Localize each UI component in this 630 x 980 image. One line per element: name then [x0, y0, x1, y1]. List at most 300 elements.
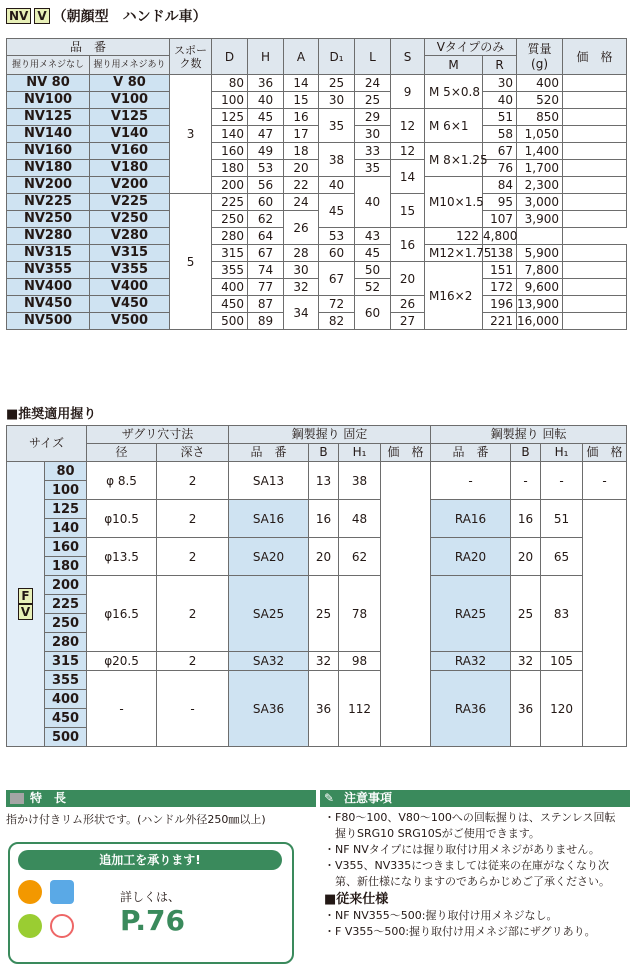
table-row: [7, 194, 627, 211]
cell-D: 225: [212, 194, 248, 211]
cell-D1: 67: [319, 262, 355, 296]
rotate-price-cell: [583, 500, 627, 747]
cell-D1: 45: [319, 194, 355, 228]
nv-name: NV180: [7, 160, 90, 177]
table-row: [7, 462, 627, 481]
square-icon: [50, 880, 74, 904]
cell-mass: 3,000: [517, 194, 563, 211]
cell-h1: 98: [339, 652, 381, 671]
table-row: [7, 109, 627, 126]
cell-mass: 7,800: [517, 262, 563, 279]
cell-R: 67: [483, 143, 517, 160]
spoke-cell: 3: [170, 75, 212, 194]
tap-icon: [18, 914, 42, 938]
cell-fukasa: -: [157, 671, 229, 747]
cell-D1: 53: [319, 228, 355, 245]
cell-h1: 112: [339, 671, 381, 747]
cell-A: 30: [284, 262, 319, 279]
note-line: ・V355、NV335につきましては従来の在庫がなくなり次: [324, 859, 610, 872]
size-cell: 450: [45, 709, 87, 728]
v-name: V250: [90, 211, 170, 228]
cell-L: 52: [355, 279, 391, 296]
cell-H: 47: [248, 126, 284, 143]
h-zaguri: ザグリ穴寸法: [87, 426, 229, 444]
cell-M: M10×1.5: [425, 177, 483, 228]
cell-D: 125: [212, 109, 248, 126]
h-R: R: [483, 56, 517, 75]
cell-rb: 16: [511, 500, 541, 538]
notes-title: 注意事項: [344, 791, 393, 805]
cell-D: 500: [212, 313, 248, 330]
cell-D1: 30: [319, 92, 355, 109]
cell-R: 172: [483, 279, 517, 296]
cell-price: [563, 177, 627, 194]
cell-M: M16×2: [425, 262, 483, 330]
cell-D: 355: [212, 262, 248, 279]
cell-R: 30: [483, 75, 517, 92]
cell-R: 76: [483, 160, 517, 177]
cell-mass: 4,800: [483, 229, 518, 243]
cell-price: [563, 313, 627, 330]
h-M: M: [425, 56, 483, 75]
size-cell: 250: [45, 614, 87, 633]
cell-R: 58: [483, 126, 517, 143]
cell-price: [563, 194, 627, 211]
cell-rh1: 83: [541, 576, 583, 652]
cell-M: M12×1.75: [425, 245, 483, 262]
cell-A: 22: [284, 177, 319, 194]
table-row: [7, 500, 627, 519]
v-name: V140: [90, 126, 170, 143]
cell-M: M 6×1: [425, 109, 483, 143]
table-row: [7, 211, 627, 228]
cell-D: 315: [212, 245, 248, 262]
cell-kei: -: [87, 671, 157, 747]
nv-name: NV200: [7, 177, 90, 194]
cell-ra: RA16: [431, 500, 511, 538]
cell-D: 140: [212, 126, 248, 143]
cell-D: 400: [212, 279, 248, 296]
nv-name: NV280: [7, 228, 90, 245]
h-fixed-price: 価 格: [381, 444, 431, 462]
cell-L: 45: [355, 245, 391, 262]
note-line: ・F80～100、V80～100への回転握りは、ステンレス回転: [324, 811, 616, 824]
cell-A: 16: [284, 109, 319, 126]
cell-L: 30: [355, 126, 391, 143]
cell-h1: 78: [339, 576, 381, 652]
cell-H: 89: [248, 313, 284, 330]
cell-A: 20: [284, 160, 319, 177]
cell-A: 32: [284, 279, 319, 296]
cell-H: 49: [248, 143, 284, 160]
grip-table: [6, 425, 627, 747]
cell-S: 9: [391, 75, 425, 109]
cell-D1: 72: [319, 296, 355, 313]
size-cell: 80: [45, 462, 87, 481]
table-row: [7, 279, 627, 296]
cell-H: 36: [248, 75, 284, 92]
cell-L: 60: [355, 296, 391, 330]
cell-R: 221: [483, 313, 517, 330]
cell-ra: RA36: [431, 671, 511, 747]
table-row: [7, 576, 627, 595]
cell-R: 138: [483, 245, 517, 262]
table-row: [7, 245, 627, 262]
h-mass-label: 質量: [527, 41, 552, 56]
cell-sa: SA16: [229, 500, 309, 538]
cell-D: 100: [212, 92, 248, 109]
h-fixed-H1: H₁: [339, 444, 381, 462]
cell-ra: RA20: [431, 538, 511, 576]
cell-price: [563, 143, 627, 160]
cell-mass: 1,400: [517, 143, 563, 160]
size-cell: 400: [45, 690, 87, 709]
cell-rh1: 51: [541, 500, 583, 538]
note-line: ・F V355～500:握り取付け用メネジ部にザグリあり。: [324, 925, 596, 938]
cell-D: 250: [212, 211, 248, 228]
drill-icon: [18, 880, 42, 904]
cell-rb: 32: [511, 652, 541, 671]
h-mass-unit: (g): [531, 56, 548, 71]
cell-price: [563, 109, 627, 126]
cell-fukasa: 2: [157, 500, 229, 538]
cell-mass: 1,700: [517, 160, 563, 177]
tag-v2: V: [18, 604, 33, 620]
cell-S: 14: [391, 160, 425, 194]
table-row: [7, 538, 627, 557]
cell-R: 196: [483, 296, 517, 313]
h-rotate-hinban: 品 番: [431, 444, 511, 462]
h-hinban: 品 番: [7, 39, 170, 56]
note-line: 第、新仕様になりますのであらかじめご了承ください。: [324, 875, 610, 888]
cell-price: [563, 126, 627, 143]
h-S: S: [391, 39, 425, 75]
page-ref: P.76: [120, 904, 185, 937]
cell-D: 180: [212, 160, 248, 177]
fixed-price-cell: [381, 462, 431, 747]
features-title: 特 長: [30, 791, 67, 805]
cell-sa: SA32: [229, 652, 309, 671]
size-cell: 280: [45, 633, 87, 652]
h-size: サイズ: [7, 426, 87, 462]
cell-b: 25: [309, 576, 339, 652]
cell-L: 29: [355, 109, 391, 126]
cell-H: 67: [248, 245, 284, 262]
cell-h1: 62: [339, 538, 381, 576]
cell-fukasa: 2: [157, 462, 229, 500]
cell-R: 84: [483, 177, 517, 194]
cell-D1: 25: [319, 75, 355, 92]
cell-A: 15: [284, 92, 319, 109]
cell-mass: 13,900: [517, 296, 563, 313]
cell-rh1: -: [541, 462, 583, 500]
cell-ra: -: [431, 462, 511, 500]
pencil-icon: ✎: [324, 791, 335, 805]
features-text: 指かけ付きリム形状です。(ハンドル外径250㎜以上): [6, 813, 266, 826]
cell-mass: 2,300: [517, 177, 563, 194]
cell-fukasa: 2: [157, 538, 229, 576]
size-cell: 100: [45, 481, 87, 500]
table-row: [7, 652, 627, 671]
nv-name: NV 80: [7, 75, 90, 92]
cell-kei: φ10.5: [87, 500, 157, 538]
table-row: [7, 262, 627, 279]
cell-b: 32: [309, 652, 339, 671]
cell-mass: 16,000: [517, 313, 563, 330]
size-cell: 160: [45, 538, 87, 557]
h-fixed-B: B: [309, 444, 339, 462]
note-line: ・NF NV355～500:握り取付け用メネジなし。: [324, 909, 558, 922]
v-name: V 80: [90, 75, 170, 92]
spec-table: [6, 38, 627, 330]
cell-kei: φ20.5: [87, 652, 157, 671]
size-cell: 500: [45, 728, 87, 747]
v-name: V355: [90, 262, 170, 279]
cell-H: 77: [248, 279, 284, 296]
title-text: （朝顔型 ハンドル車）: [52, 9, 207, 25]
cell-rp: -: [583, 462, 627, 500]
notes-band: [320, 790, 630, 807]
cell-rh1: 120: [541, 671, 583, 747]
cell-H: 74: [248, 262, 284, 279]
cell-A: 34: [284, 296, 319, 330]
cell-R: 122: [425, 228, 483, 245]
old-spec-title: ■従来仕様: [324, 892, 389, 907]
cell-H: 56: [248, 177, 284, 194]
cell-ra: RA25: [431, 576, 511, 652]
cell-D: 450: [212, 296, 248, 313]
table-row: [7, 160, 627, 177]
h-rotate-price: 価 格: [583, 444, 627, 462]
cell-D1: 35: [319, 109, 355, 143]
band-mark-icon: [10, 793, 24, 804]
cell-S: 26: [391, 296, 425, 313]
cell-S: 27: [391, 313, 425, 330]
tag-nv: NV: [6, 8, 31, 24]
cell-A: 26: [284, 211, 319, 245]
cell-price: [563, 296, 627, 313]
v-name: V400: [90, 279, 170, 296]
cell-b: 20: [309, 538, 339, 576]
cell-rb: -: [511, 462, 541, 500]
v-name: V500: [90, 313, 170, 330]
h-ari: 握り用メネジあり: [90, 56, 170, 75]
h-spoke: スポーク数: [170, 39, 212, 75]
note-line: 握りSRG10 SRG10Sがご使用できます。: [324, 827, 540, 840]
cell-R: 95: [483, 194, 517, 211]
v-name: V125: [90, 109, 170, 126]
cell-H: 60: [248, 194, 284, 211]
h-A: A: [284, 39, 319, 75]
size-cell: 315: [45, 652, 87, 671]
h-D1: D₁: [319, 39, 355, 75]
h-L: L: [355, 39, 391, 75]
cell-M: M 8×1.25: [425, 143, 483, 177]
fv-cell: [7, 462, 45, 747]
size-cell: 355: [45, 671, 87, 690]
h-vtype: Vタイプのみ: [425, 39, 517, 56]
nv-name: NV250: [7, 211, 90, 228]
grip-section-title: ■推奨適用握り: [6, 407, 97, 422]
h-rotate-H1: H₁: [541, 444, 583, 462]
cell-sa: SA20: [229, 538, 309, 576]
table-row: [7, 177, 627, 194]
ring-icon: [50, 914, 74, 938]
cell-H: 45: [248, 109, 284, 126]
cell-R: 151: [483, 262, 517, 279]
cell-D: 280: [212, 228, 248, 245]
table-row: [7, 92, 627, 109]
cell-A: 18: [284, 143, 319, 160]
nv-name: NV500: [7, 313, 90, 330]
cell-price: [563, 262, 627, 279]
table-row: [7, 126, 627, 143]
cell-R: 51: [483, 109, 517, 126]
cell-b: 16: [309, 500, 339, 538]
table-row: [7, 296, 627, 313]
refer-text: 詳しくは、: [120, 890, 181, 904]
v-name: V315: [90, 245, 170, 262]
cell-A: 14: [284, 75, 319, 92]
v-name: V280: [90, 228, 170, 245]
h-D: D: [212, 39, 248, 75]
cell-H: 53: [248, 160, 284, 177]
cell-A: 17: [284, 126, 319, 143]
cell-L: 24: [355, 75, 391, 92]
nv-name: NV125: [7, 109, 90, 126]
table-row: [7, 75, 627, 92]
cell-mass: 850: [517, 109, 563, 126]
cell-b: 36: [309, 671, 339, 747]
nv-name: NV225: [7, 194, 90, 211]
cell-S: 20: [391, 262, 425, 296]
h-mass: [517, 39, 563, 75]
h-price: 価 格: [563, 39, 627, 75]
add-processing-box: [8, 842, 294, 964]
cell-mass: 1,050: [517, 126, 563, 143]
cell-S: 16: [391, 228, 425, 262]
cell-mass: 5,900: [517, 245, 563, 262]
cell-mass: 520: [517, 92, 563, 109]
table-row: [7, 143, 627, 160]
cell-A: 28: [284, 245, 319, 262]
h-H: H: [248, 39, 284, 75]
size-cell: 140: [45, 519, 87, 538]
cell-price: [563, 160, 627, 177]
size-cell: 180: [45, 557, 87, 576]
cell-D: 160: [212, 143, 248, 160]
cell-D1: 82: [319, 313, 355, 330]
cell-R: 40: [483, 92, 517, 109]
cell-A: 24: [284, 194, 319, 211]
size-cell: 200: [45, 576, 87, 595]
cell-H: 62: [248, 211, 284, 228]
h-rotate-B: B: [511, 444, 541, 462]
v-name: V100: [90, 92, 170, 109]
cell-D: 80: [212, 75, 248, 92]
cell-fukasa: 2: [157, 652, 229, 671]
cell-kei: φ13.5: [87, 538, 157, 576]
cell-D1: 38: [319, 143, 355, 177]
spoke-cell: 5: [170, 194, 212, 330]
nv-name: NV400: [7, 279, 90, 296]
nv-name: NV315: [7, 245, 90, 262]
cell-L: 33: [355, 143, 391, 160]
cell-D1: 40: [319, 177, 355, 194]
h-fukasa: 深さ: [157, 444, 229, 462]
cell-kei: φ 8.5: [87, 462, 157, 500]
cell-price: [563, 92, 627, 109]
size-cell: 125: [45, 500, 87, 519]
nv-name: NV100: [7, 92, 90, 109]
cell-D1: 60: [319, 245, 355, 262]
cell-price: [563, 245, 627, 262]
nv-name: NV140: [7, 126, 90, 143]
tag-f: F: [18, 588, 32, 604]
nv-name: NV355: [7, 262, 90, 279]
cell-H: 87: [248, 296, 284, 313]
v-name: V450: [90, 296, 170, 313]
cell-price: [563, 279, 627, 296]
cell-L: 40: [355, 177, 391, 228]
v-name: V225: [90, 194, 170, 211]
cell-fukasa: 2: [157, 576, 229, 652]
cell-L: 43: [355, 228, 391, 245]
cell-H: 64: [248, 228, 284, 245]
cell-mass: 400: [517, 75, 563, 92]
h-rotate: 鋼製握り 回転: [431, 426, 627, 444]
cell-sa: SA36: [229, 671, 309, 747]
cell-price: [563, 75, 627, 92]
cell-rb: 25: [511, 576, 541, 652]
nv-name: NV160: [7, 143, 90, 160]
cell-kei: φ16.5: [87, 576, 157, 652]
cell-price: [517, 228, 563, 245]
cell-rb: 20: [511, 538, 541, 576]
cell-ra: RA32: [431, 652, 511, 671]
features-band: [6, 790, 316, 807]
cell-h1: 38: [339, 462, 381, 500]
cell-H: 40: [248, 92, 284, 109]
note-line: ・NF NVタイプには握り取付け用メネジがありません。: [324, 843, 600, 856]
cell-mass: 3,900: [517, 211, 563, 228]
size-cell: 225: [45, 595, 87, 614]
add-processing-title: 追加工を承ります!: [18, 850, 282, 870]
v-name: V160: [90, 143, 170, 160]
page-title: [6, 6, 207, 26]
cell-b: 13: [309, 462, 339, 500]
v-name: V200: [90, 177, 170, 194]
cell-L: 35: [355, 160, 391, 177]
notes-body: [324, 810, 624, 940]
cell-sa: SA25: [229, 576, 309, 652]
cell-S: 15: [391, 194, 425, 228]
cell-rh1: 65: [541, 538, 583, 576]
h-kei: 径: [87, 444, 157, 462]
cell-S: 12: [391, 109, 425, 143]
nv-name: NV450: [7, 296, 90, 313]
cell-L: 25: [355, 92, 391, 109]
cell-rb: 36: [511, 671, 541, 747]
cell-mass: 9,600: [517, 279, 563, 296]
h-fixed: 鋼製握り 固定: [229, 426, 431, 444]
cell-price: [563, 211, 627, 228]
cell-sa: SA13: [229, 462, 309, 500]
cell-M: M 5×0.8: [425, 75, 483, 109]
v-name: V180: [90, 160, 170, 177]
cell-h1: 48: [339, 500, 381, 538]
cell-D: 200: [212, 177, 248, 194]
